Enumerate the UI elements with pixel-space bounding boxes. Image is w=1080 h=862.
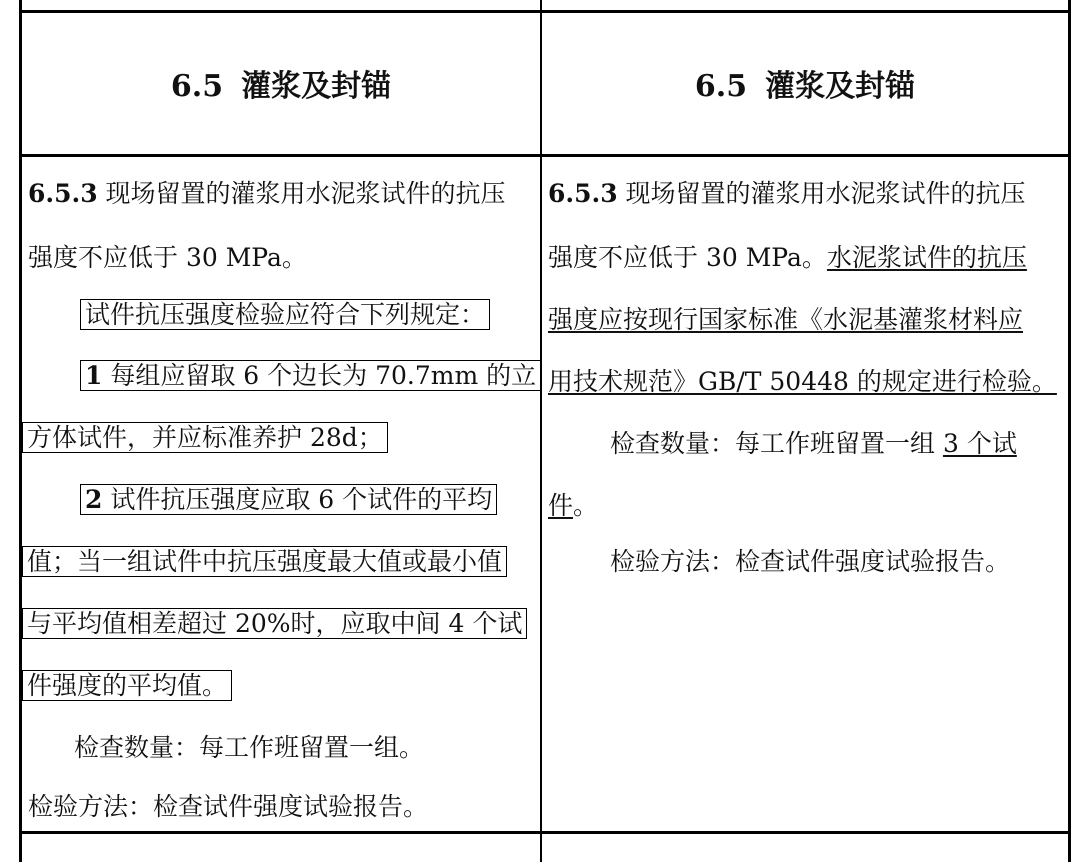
- left-line-4: 1 每组应留取 6 个边长为 70.7mm 的立: [80, 360, 541, 392]
- right-line-3: 强度应按现行国家标准《水泥基灌浆材料应: [548, 305, 1024, 334]
- left-line-6: 2 试件抗压强度应取 6 个试件的平均: [80, 484, 497, 516]
- left-clause-number: 6.5.3: [28, 179, 98, 208]
- left-line-8: 与平均值相差超过 20%时，应取中间 4 个试: [22, 608, 527, 640]
- right-heading-number: 6.5: [694, 69, 748, 104]
- left-line-1: 6.5.3 现场留置的灌浆用水泥浆试件的抗压: [28, 179, 506, 208]
- right-line-1: 6.5.3 现场留置的灌浆用水泥浆试件的抗压: [548, 179, 1026, 208]
- left-heading-title: 灌浆及封锚: [241, 69, 392, 104]
- right-clause-number: 6.5.3: [548, 179, 618, 208]
- left-line-7: 值；当一组试件中抗压强度最大值或最小值: [22, 546, 507, 578]
- table-rule-bottom: [22, 831, 1068, 834]
- left-item-2-number: 2: [85, 485, 103, 514]
- left-line-2: 强度不应低于 30 MPa。: [28, 243, 307, 272]
- left-item-1-number: 1: [85, 361, 103, 390]
- left-heading: [22, 69, 540, 105]
- right-line-2: 强度不应低于 30 MPa。水泥浆试件的抗压: [548, 243, 1027, 272]
- right-line-6: 件。: [548, 491, 599, 520]
- right-heading-title: 灌浆及封锚: [765, 69, 916, 104]
- table-column-divider: [540, 0, 542, 862]
- left-line-3: 试件抗压强度检验应符合下列规定：: [80, 299, 490, 331]
- left-line-10: 检查数量：每工作班留置一组。: [74, 733, 425, 762]
- right-heading: [542, 69, 1068, 105]
- left-line-5: 方体试件，并应标准养护 28d；: [22, 422, 388, 454]
- comparison-table: [19, 0, 1071, 862]
- left-line-9: 件强度的平均值。: [22, 670, 232, 702]
- table-rule-header: [22, 154, 1068, 157]
- right-line-4: 用技术规范》GB/T 50448 的规定进行检验。: [548, 367, 1057, 396]
- left-line-11: 检验方法：检查试件强度试验报告。: [28, 792, 429, 821]
- right-line-7: 检验方法：检查试件强度试验报告。: [610, 547, 1011, 576]
- table-rule-top: [22, 10, 1068, 13]
- left-heading-number: 6.5: [170, 69, 224, 104]
- right-line-5: 检查数量：每工作班留置一组 3 个试: [610, 429, 1017, 458]
